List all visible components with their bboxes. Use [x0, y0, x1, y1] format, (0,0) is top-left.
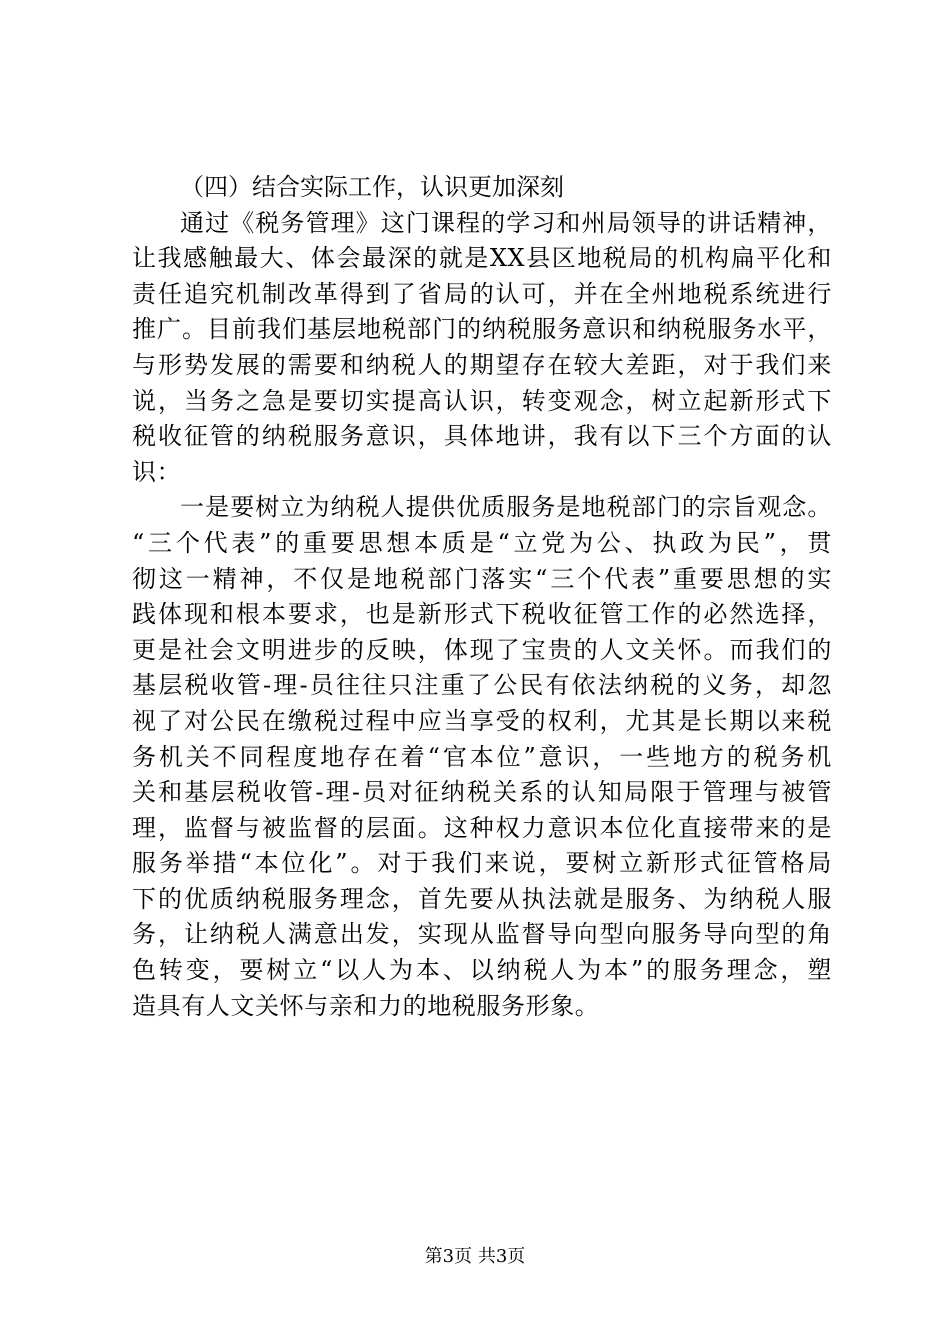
paragraph-2 [132, 490, 832, 1024]
section-heading: （四）结合实际工作，认识更加深刻 [180, 173, 564, 201]
paragraph-line: 色转变，要树立“以人为本、以纳税人为本”的服务理念，塑 [132, 956, 832, 985]
paragraph-line: 践体现和根本要求，也是新形式下税收征管工作的必然选择， [132, 600, 832, 629]
paragraph-line: 一是要树立为纳税人提供优质服务是地税部门的宗旨观念。 [180, 493, 832, 522]
paragraph-line: 关和基层税收管-理-员对征纳税关系的认知局限于管理与被管 [132, 778, 832, 807]
paragraph-1 [132, 206, 832, 491]
paragraph-line: 下的优质纳税服务理念，首先要从执法就是服务、为纳税人服 [132, 884, 832, 913]
paragraph-line: 务，让纳税人满意出发，实现从监督导向型向服务导向型的角 [132, 920, 832, 949]
paragraph-line: 说，当务之急是要切实提高认识，转变观念，树立起新形式下 [132, 386, 832, 415]
paragraph-line: “三个代表”的重要思想本质是“立党为公、执政为民”，贯 [132, 528, 832, 557]
paragraph-line: 责任追究机制改革得到了省局的认可，并在全州地税系统进行 [132, 279, 832, 308]
paragraph-line: 服务举措“本位化”。对于我们来说，要树立新形式征管格局 [132, 849, 832, 878]
paragraph-line: 理，监督与被监督的层面。这种权力意识本位化直接带来的是 [132, 813, 832, 842]
paragraph-line: 更是社会文明进步的反映，体现了宝贵的人文关怀。而我们的 [132, 635, 832, 664]
paragraph-line: 税收征管的纳税服务意识，具体地讲，我有以下三个方面的认 [132, 422, 832, 451]
paragraph-line: 彻这一精神，不仅是地税部门落实“三个代表”重要思想的实 [132, 564, 832, 593]
paragraph-line: 视了对公民在缴税过程中应当享受的权利，尤其是长期以来税 [132, 706, 832, 735]
paragraph-line: 与形势发展的需要和纳税人的期望存在较大差距，对于我们来 [132, 350, 832, 379]
paragraph-line: 识： [132, 457, 182, 486]
paragraph-line: 让我感触最大、体会最深的就是XX县区地税局的机构扁平化和 [132, 244, 832, 273]
paragraph-line: 通过《税务管理》这门课程的学习和州局领导的讲话精神， [180, 208, 832, 237]
page-footer: 第3页 共3页 [424, 1246, 526, 1267]
document-body [132, 170, 832, 1024]
paragraph-line: 推广。目前我们基层地税部门的纳税服务意识和纳税服务水平， [132, 315, 832, 344]
paragraph-line: 造具有人文关怀与亲和力的地税服务形象。 [132, 991, 600, 1020]
paragraph-line: 基层税收管-理-员往往只注重了公民有依法纳税的义务，却忽 [132, 671, 832, 700]
paragraph-line: 务机关不同程度地存在着“官本位”意识，一些地方的税务机 [132, 742, 832, 771]
